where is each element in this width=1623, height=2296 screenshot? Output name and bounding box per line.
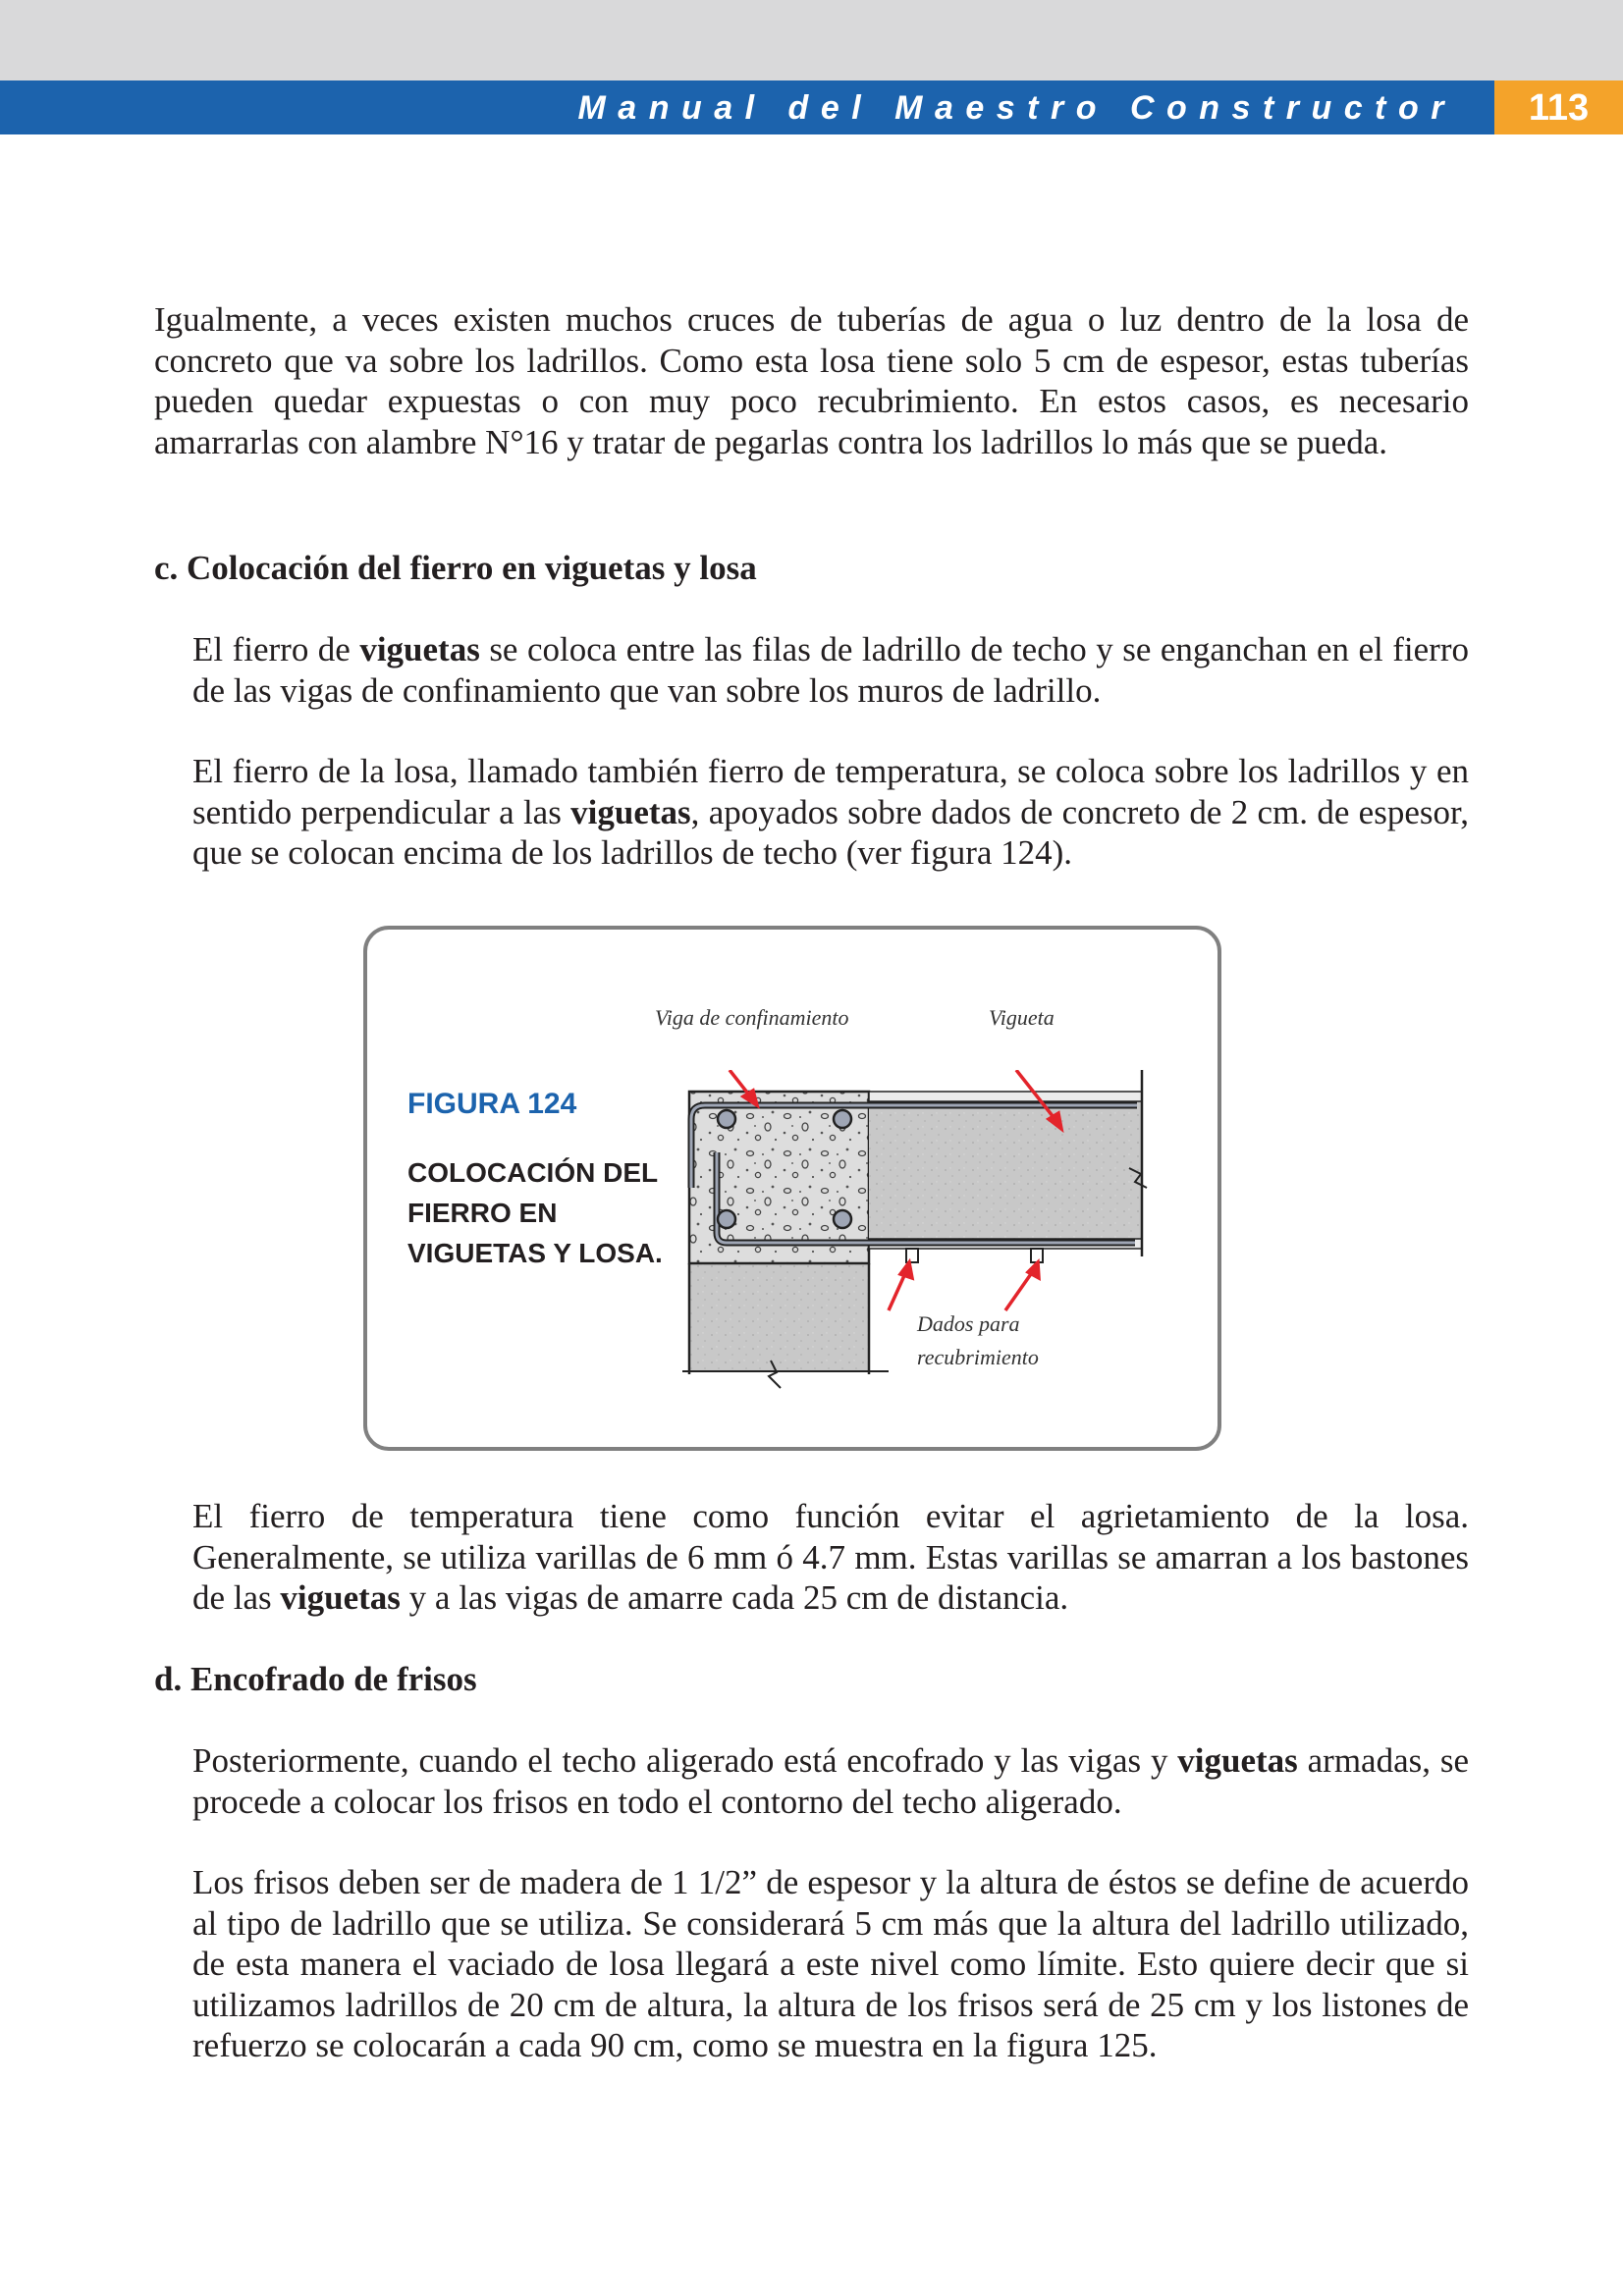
paragraph-d1: Posteriormente, cuando el techo aligerado está encofrado y las vigas y viguetas armadas, se procede a colocar los frisos en todo el contorno del techo aligerado.: [192, 1741, 1469, 1821]
spacer-block: [906, 1249, 918, 1262]
label-dados-line1: Dados para: [917, 1311, 1020, 1336]
spacer-block: [1031, 1249, 1043, 1262]
heading-c: c. Colocación del fierro en viguetas y losa: [154, 549, 757, 587]
paragraph-c2: El fierro de la losa, llamado también fierro de temperatura, se coloca sobre los ladrillos y en sentido perpendicular a las viguetas, apoyados sobre dados de concreto de 2 cm. de espesor, que se colocan encima de los ladrillos de techo (ver figura 124).: [192, 752, 1469, 872]
reinforcement-section-drawing: [668, 1070, 1159, 1394]
page-number: 113: [1494, 80, 1623, 134]
header-top-band: [0, 0, 1623, 80]
label-viga-confinamiento: Viga de confinamiento: [655, 1005, 849, 1030]
paragraph-c1: El fierro de viguetas se coloca entre las filas de ladrillo de techo y se enganchan en el fierro de las vigas de confinamiento que van sobre los muros de ladrillo.: [192, 630, 1469, 710]
paragraph-d2: Los frisos deben ser de madera de 1 1/2” de espesor y la altura de éstos se define de acuerdo al tipo de ladrillo que se utiliza. Se considerará 5 cm más que la altura del ladrillo utilizado, de esta manera el vaciado de losa llegará a este nivel como límite. Esto quiere decir que si utilizamos ladrillos de 20 cm de altura, la altura de los frisos será de 25 cm y los listones de refuerzo se colocarán a cada 90 cm, como se muestra en la figura 125.: [192, 1863, 1469, 2064]
header-title: Manual del Maestro Constructor: [577, 89, 1456, 127]
bold-term: viguetas: [359, 630, 480, 668]
bold-term: viguetas: [280, 1578, 401, 1617]
paragraph-c3: El fierro de temperatura tiene como función evitar el agrietamiento de la losa. Generalmente, se utiliza varillas de 6 mm ó 4.7 mm. Estas varillas se amarran a los bastones de las viguetas y a las vigas de amarre cada 25 cm de distancia.: [192, 1497, 1469, 1617]
paragraph-intro: Igualmente, a veces existen muchos cruces de tuberías de agua o luz dentro de la losa de concreto que va sobre los ladrillos. Como esta losa tiene solo 5 cm de espesor, estas tuberías pueden quedar expuestas o con muy poco recubrimiento. En estos casos, es necesario amarrarlas con alambre N°16 y tratar de pegarlas contra los ladrillos lo más que se pueda.: [154, 300, 1469, 461]
figure-number: FIGURA 124: [407, 1088, 577, 1120]
slab-brick: [869, 1099, 1142, 1241]
heading-d: d. Encofrado de frisos: [154, 1660, 477, 1698]
bold-term: viguetas: [570, 792, 691, 831]
bold-term: viguetas: [1177, 1741, 1298, 1780]
label-dados-line2: recubrimiento: [917, 1345, 1039, 1369]
label-vigueta: Vigueta: [989, 1005, 1055, 1030]
brick-wall: [689, 1263, 869, 1371]
figure-caption: COLOCACIÓN DEL FIERRO EN VIGUETAS Y LOSA.: [407, 1157, 663, 1268]
